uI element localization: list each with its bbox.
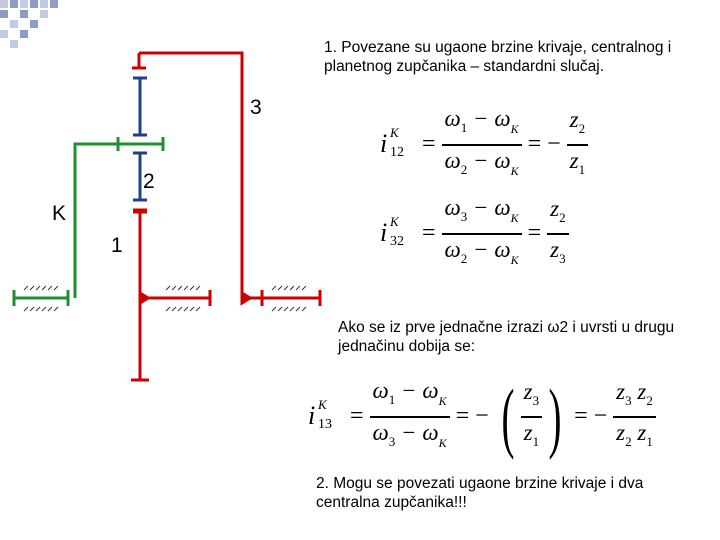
equation-i12: i K 12 = $\frac{\omega_1 - \omega_K}{\omega_2 - \omega_K}$ = − $\frac{z_2}{z_1}$ <box>378 104 588 186</box>
ratio-subscript: 12 <box>390 144 404 160</box>
omega-fraction: $\frac{\omega_1 - \omega_K}{\omega_2 - \omega_K}$ <box>442 104 522 186</box>
label-sun-gear-1: 1 <box>111 234 123 257</box>
num-sub: 1 <box>460 120 468 135</box>
den-sub: 2 <box>460 250 468 266</box>
teeth-fraction: $\frac{z_2}{z_3}$ <box>547 194 568 274</box>
teeth-fraction: $\frac{z_2}{z_1}$ <box>567 105 588 185</box>
equation-i32: i K 32 = $\frac{\omega_3 - \omega_K}{\omega_2 - \omega_K}$ = $\frac{z_2}{z_3}$ <box>378 193 569 275</box>
num-sub-k: K <box>510 211 519 225</box>
label-planet-gear-2: 2 <box>143 170 155 193</box>
bearing-carrier <box>14 290 68 306</box>
den-sub: 3 <box>388 433 396 449</box>
num-sub: 3 <box>460 209 468 224</box>
num-sub: 2 <box>578 121 586 136</box>
intro-text: 1. Povezane su ugaone brzine krivaje, centralnog i planetnog zupčanika – standardni slučaj. <box>324 39 672 75</box>
num-sub: 2 <box>646 393 653 408</box>
den-sub-k: K <box>510 252 519 267</box>
ratio-subscript: 13 <box>318 416 332 432</box>
num-sub: 2 <box>559 210 566 225</box>
ratio-symbol <box>378 123 416 167</box>
den-sub: 1 <box>646 433 653 449</box>
ratio-superscript: K <box>390 124 399 140</box>
num-sub: 3 <box>625 393 632 408</box>
den-sub: 3 <box>559 250 566 266</box>
left-paren: ( <box>501 372 515 460</box>
carrier-k <box>75 137 163 298</box>
ratio-i: i <box>308 400 316 430</box>
teeth-fraction: $\frac{z_3}{z_1}$ <box>521 377 542 457</box>
middle-text-part1: Ako se iz prve jednačne izrazi <box>338 319 548 336</box>
middle-text <box>338 318 698 356</box>
den-sub: 2 <box>460 161 468 177</box>
num-sub: 1 <box>388 392 396 407</box>
den-sub: 1 <box>578 161 586 177</box>
den-sub: 2 <box>625 433 632 449</box>
label-carrier-k: K <box>52 202 67 225</box>
den-sub-k: K <box>438 435 447 450</box>
num-sub: 3 <box>532 393 540 408</box>
omega-fraction: $\frac{\omega_1 - \omega_K}{\omega_3 - \omega_K}$ <box>370 376 450 458</box>
ratio-symbol <box>306 395 344 439</box>
conclusion-text: 2. Mogu se povezati ugaone brzine krivaje i dva centralna zupčanika!!! <box>316 475 644 511</box>
den-sub: 1 <box>532 433 540 449</box>
planetary-gear-diagram <box>0 0 330 400</box>
equation-i13: i K 13 = $\frac{\omega_1 - \omega_K}{\omega_3 - \omega_K}$ = − ( $\frac{z_3}{z_1}$ ) = − $\frac{z_3 z_2}{z_2 z_1}$ <box>306 376 656 458</box>
den-sub-k: K <box>510 163 519 178</box>
num-sub-k: K <box>438 394 447 408</box>
bearing-ring <box>242 290 320 306</box>
omega-fraction: $\frac{\omega_3 - \omega_K}{\omega_2 - \omega_K}$ <box>442 193 522 275</box>
ratio-symbol <box>378 212 416 256</box>
right-paren: ) <box>548 372 562 460</box>
ratio-i: i <box>380 217 388 247</box>
ratio-subscript: 32 <box>390 233 404 249</box>
middle-text-part2: i uvrsti u drugu jednačinu dobija se: <box>338 319 675 355</box>
label-ring-gear-3: 3 <box>250 96 262 119</box>
num-sub-k: K <box>510 122 519 136</box>
ratio-i: i <box>380 128 388 158</box>
bearing-sun <box>140 290 210 306</box>
ratio-superscript: K <box>318 396 327 412</box>
ratio-superscript: K <box>390 213 399 229</box>
teeth-product-fraction: $\frac{z_3 z_2}{z_2 z_1}$ <box>613 377 656 457</box>
middle-text-omega: ω2 <box>547 319 569 336</box>
